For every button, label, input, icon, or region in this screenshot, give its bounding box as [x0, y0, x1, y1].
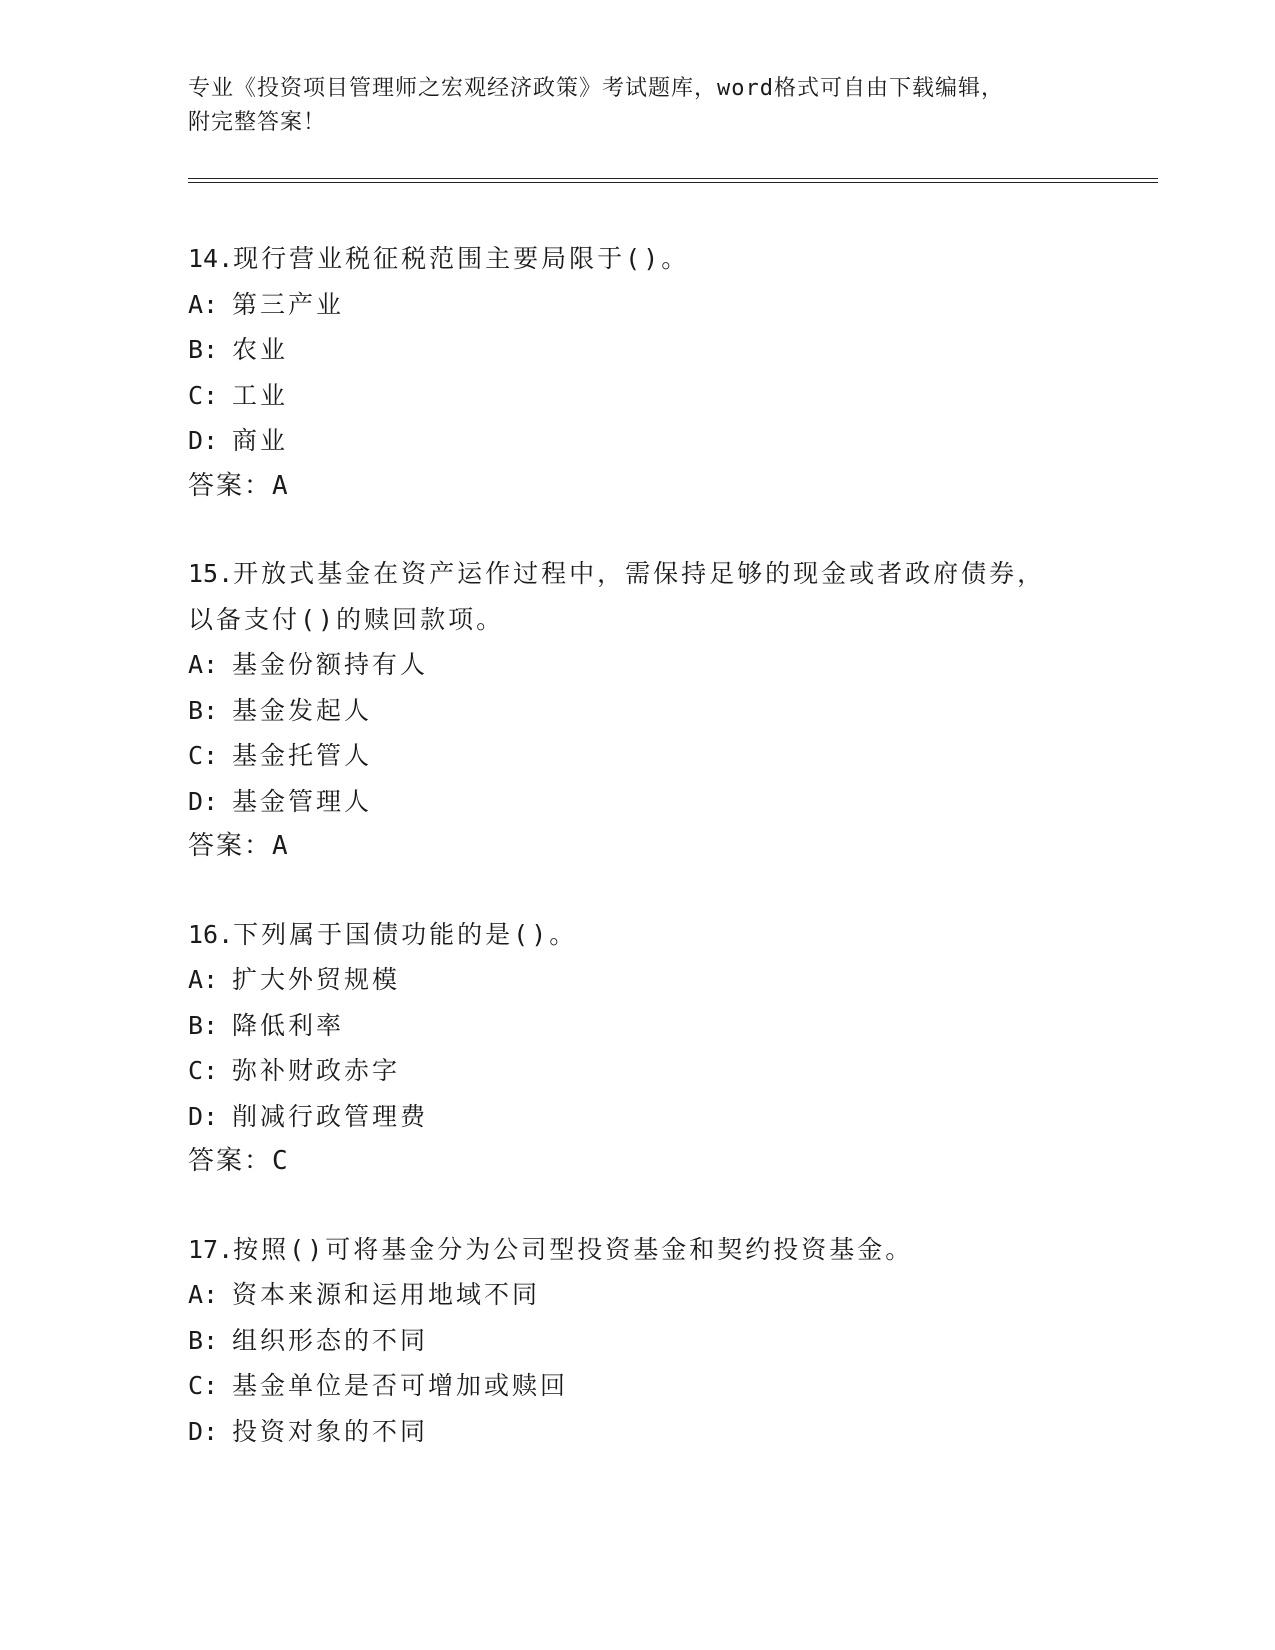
option-text: 资本来源和运用地域不同: [232, 1280, 541, 1309]
option-b: [188, 688, 1088, 734]
option-c: [188, 1048, 1088, 1094]
option-key: B:: [188, 1325, 219, 1355]
option-key: C:: [188, 1056, 219, 1085]
option-key: D:: [188, 786, 219, 816]
question-stem-line: 按照()可将基金分为公司型投资基金和契约投资基金。: [233, 1234, 914, 1264]
option-key: A:: [188, 650, 219, 679]
question-stem-line: 开放式基金在资产运作过程中，需保持足够的现金或者政府债券，: [233, 559, 1046, 588]
question-number: 14.: [188, 244, 234, 273]
answer-value: A: [272, 470, 290, 501]
option-key: D:: [188, 1416, 219, 1446]
option-text: 基金托管人: [232, 741, 373, 770]
option-d: [188, 1094, 1088, 1140]
option-text: 商业: [232, 426, 289, 455]
option-text: 第三产业: [232, 289, 345, 319]
option-d: [188, 418, 1088, 464]
question-stem-continuation: 以备支付()的赎回款项。: [188, 604, 505, 634]
option-key: B:: [188, 335, 219, 364]
answer-line: [188, 1139, 1088, 1185]
option-key: C:: [188, 1371, 219, 1400]
question-15: [188, 551, 1088, 870]
question-14: [188, 236, 1088, 509]
question-number: 15.: [188, 559, 234, 588]
option-text: 工业: [232, 380, 289, 410]
option-text: 降低利率: [232, 1010, 345, 1040]
option-text: 基金份额持有人: [232, 650, 429, 679]
option-text: 组织形态的不同: [232, 1325, 429, 1355]
option-key: D:: [188, 426, 219, 455]
option-key: C:: [188, 380, 219, 410]
answer-label: 答案：: [188, 470, 273, 501]
answer-label: 答案：: [188, 1146, 273, 1176]
question-stem: [188, 912, 1088, 958]
option-b: [188, 1003, 1088, 1049]
option-text: 投资对象的不同: [232, 1416, 429, 1446]
question-stem-line: 现行营业税征税范围主要局限于()。: [233, 244, 690, 273]
answer-value: A: [272, 831, 290, 861]
answer-label: 答案：: [188, 831, 273, 861]
question-stem: [188, 236, 1088, 282]
question-number: 17.: [188, 1234, 234, 1264]
option-d: [188, 1409, 1088, 1455]
question-stem: [188, 551, 1088, 597]
header-line-1: 专业《投资项目管理师之宏观经济政策》考试题库，word格式可自由下载编辑，: [188, 76, 1004, 101]
option-a: [188, 957, 1088, 1003]
option-key: B:: [188, 695, 219, 725]
question-stem: [188, 1227, 1088, 1273]
answer-value: C: [272, 1146, 290, 1176]
option-b: [188, 327, 1088, 373]
question-number: 16.: [188, 919, 234, 949]
option-key: C:: [188, 741, 219, 770]
option-a: [188, 282, 1088, 328]
option-text: 基金发起人: [232, 695, 373, 725]
option-key: A:: [188, 289, 219, 319]
document-header: [188, 72, 1068, 140]
option-a: [188, 642, 1088, 688]
option-a: [188, 1272, 1088, 1318]
header-divider: [188, 178, 1158, 183]
option-key: D:: [188, 1101, 219, 1131]
option-text: 农业: [232, 335, 289, 364]
answer-line: [188, 824, 1088, 870]
option-key: A:: [188, 965, 219, 994]
question-16: [188, 912, 1088, 1185]
option-d: [188, 779, 1088, 825]
question-list: [188, 236, 1088, 1496]
option-c: [188, 733, 1088, 779]
option-c: [188, 373, 1088, 419]
option-text: 基金管理人: [232, 786, 373, 816]
header-line-2: 附完整答案！: [188, 110, 327, 135]
option-c: [188, 1363, 1088, 1409]
question-stem-line: 下列属于国债功能的是()。: [233, 919, 578, 949]
option-text: 弥补财政赤字: [232, 1056, 401, 1085]
option-text: 扩大外贸规模: [232, 965, 401, 994]
answer-line: [188, 464, 1088, 510]
option-key: B:: [188, 1010, 219, 1040]
option-b: [188, 1318, 1088, 1364]
question-17: [188, 1227, 1088, 1455]
option-key: A:: [188, 1280, 219, 1309]
option-text: 基金单位是否可增加或赎回: [232, 1371, 569, 1400]
option-text: 削减行政管理费: [232, 1101, 429, 1131]
